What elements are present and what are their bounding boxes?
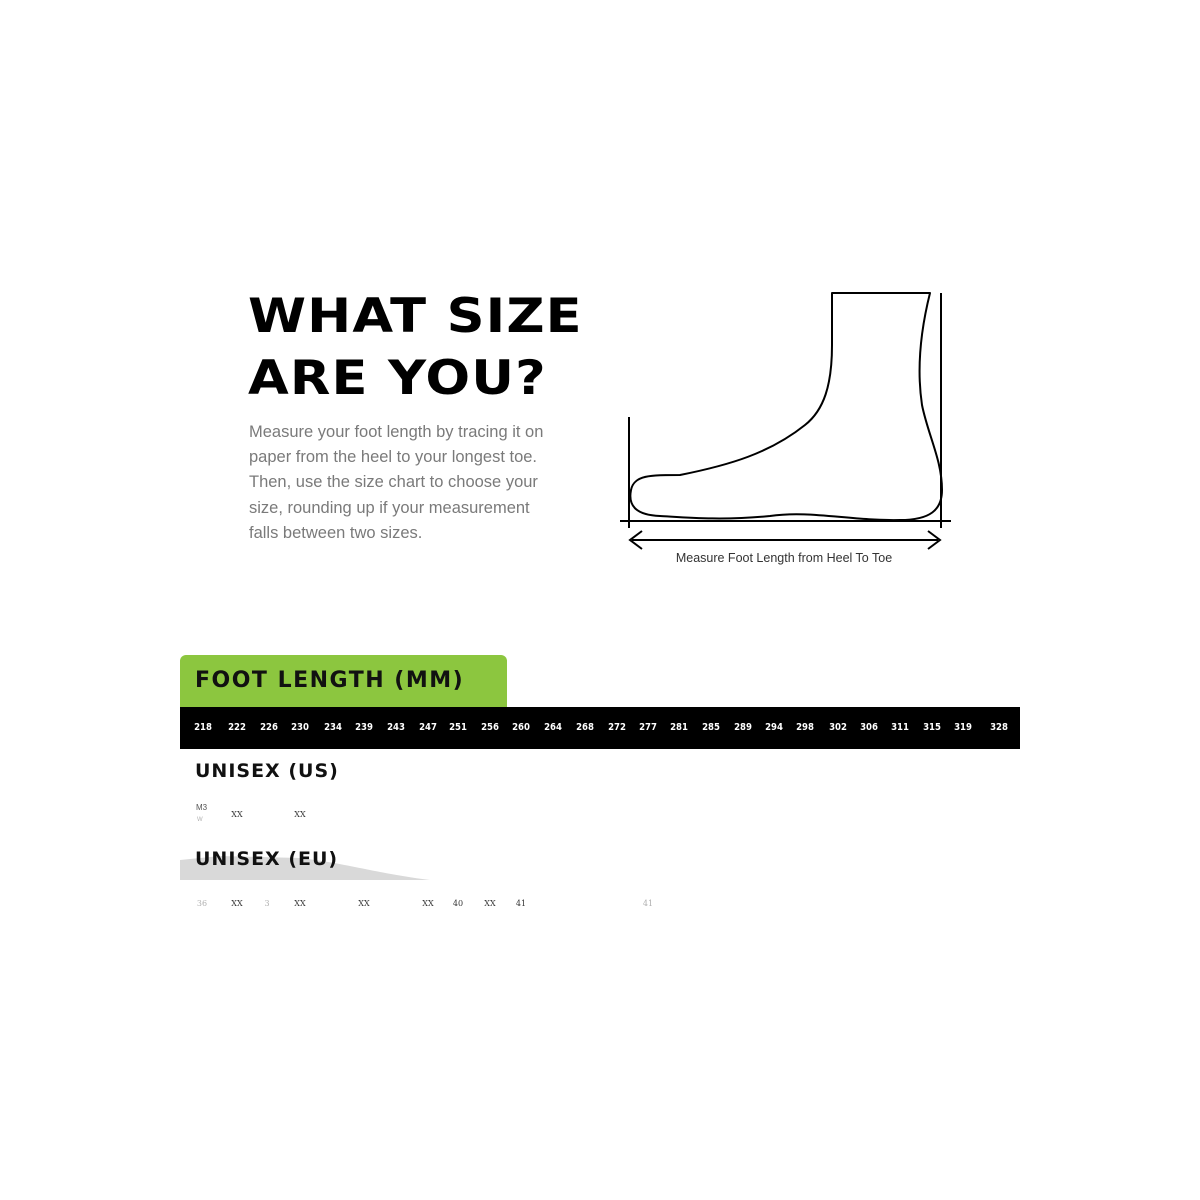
eu-cell: 41 <box>642 899 654 908</box>
us-cell: XX <box>231 810 243 819</box>
foot-length-value: 302 <box>829 722 847 733</box>
foot-length-value: 306 <box>860 722 878 733</box>
eu-cell: 3 <box>264 899 270 908</box>
foot-length-value: 294 <box>765 722 783 733</box>
eu-cell: XX <box>422 899 434 908</box>
foot-length-value: 234 <box>324 722 342 733</box>
foot-length-value: 311 <box>891 722 909 733</box>
foot-length-bar <box>180 707 1020 749</box>
foot-length-value: 285 <box>702 722 720 733</box>
foot-length-value: 268 <box>576 722 594 733</box>
eu-cell: XX <box>484 899 496 908</box>
foot-length-value: 230 <box>291 722 309 733</box>
foot-length-value: 260 <box>512 722 530 733</box>
eu-cell: 40 <box>452 899 464 908</box>
foot-length-value: 277 <box>639 722 657 733</box>
foot-length-title: FOOT LENGTH (MM) <box>195 668 465 693</box>
foot-outline <box>630 293 942 520</box>
headline-line-2: ARE YOU? <box>248 351 547 406</box>
foot-length-value: 315 <box>923 722 941 733</box>
eu-size-title: UNISEX (EU) <box>195 848 339 870</box>
us-row-label-women: W <box>197 817 203 823</box>
foot-length-value: 281 <box>670 722 688 733</box>
foot-length-value: 222 <box>228 722 246 733</box>
foot-length-value: 319 <box>954 722 972 733</box>
foot-length-value: 328 <box>990 722 1008 733</box>
foot-length-value: 251 <box>449 722 467 733</box>
foot-length-value: 218 <box>194 722 212 733</box>
diagram-caption: Measure Foot Length from Heel To Toe <box>675 551 893 565</box>
foot-length-value: 289 <box>734 722 752 733</box>
foot-length-value: 272 <box>608 722 626 733</box>
foot-length-value: 256 <box>481 722 499 733</box>
foot-length-value: 243 <box>387 722 405 733</box>
page-title <box>248 286 583 410</box>
eu-cell: XX <box>358 899 370 908</box>
us-size-title: UNISEX (US) <box>195 760 339 782</box>
headline-line-1: WHAT SIZE <box>248 289 583 344</box>
foot-measure-diagram <box>610 285 960 550</box>
foot-length-value: 239 <box>355 722 373 733</box>
eu-cell: XX <box>294 899 306 908</box>
us-cell: XX <box>294 810 306 819</box>
us-row-label-men: M3 <box>196 803 208 812</box>
eu-cell: XX <box>231 899 243 908</box>
eu-cell: 41 <box>515 899 527 908</box>
eu-cell: 36 <box>196 899 208 908</box>
foot-length-value: 298 <box>796 722 814 733</box>
intro-text: Measure your foot length by tracing it on paper from the heel to your longest toe. Then, use the size chart to choose your size, rounding up if your measurement falls between two sizes. <box>249 423 544 542</box>
foot-length-value: 226 <box>260 722 278 733</box>
foot-length-value: 247 <box>419 722 437 733</box>
foot-length-value: 264 <box>544 722 562 733</box>
